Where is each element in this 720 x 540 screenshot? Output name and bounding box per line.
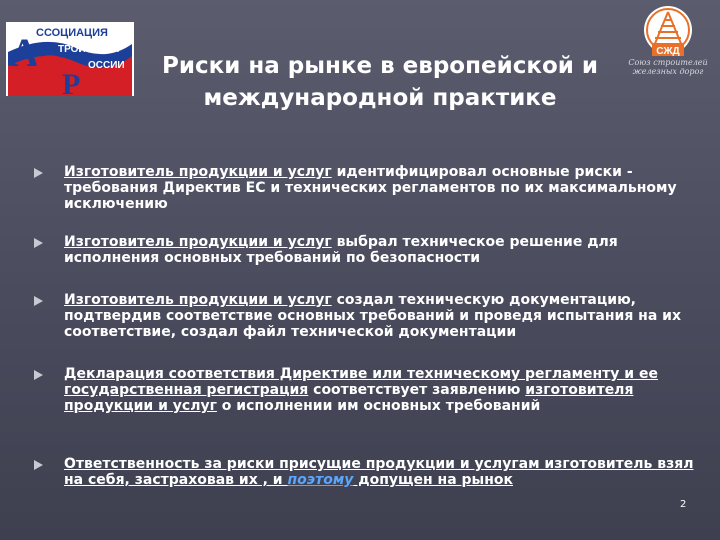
slide-title xyxy=(130,50,630,114)
bullet-arrow-icon xyxy=(34,238,43,248)
asr-line-2: ТРОИТЕЛЕЙ xyxy=(58,44,120,55)
szhd-caption-line2: железных дорог xyxy=(632,67,704,76)
bullet-body: создал техническую документацию, подтвердив соответствие основных требований и проведя испытания на их соответствие, создал файл технической документации xyxy=(64,292,682,340)
bullet-body: выбрал техническое решение для исполнения основных требований по безопасности xyxy=(64,234,618,266)
bullet-body: соответствует заявлению xyxy=(308,382,526,398)
page-number: 2 xyxy=(680,499,687,510)
asr-logo xyxy=(6,22,134,96)
bullet-subject: Изготовитель продукции и услуг xyxy=(64,292,332,308)
asr-letter-r: Р xyxy=(62,68,81,96)
bullet-subject: Изготовитель продукции и услуг xyxy=(64,234,332,250)
bullet-subject: Изготовитель продукции и услуг xyxy=(64,164,332,180)
szhd-emblem-letters: СЖД xyxy=(656,46,680,57)
asr-letter-c: С xyxy=(34,46,63,91)
bullet-subject: Декларация соответствия Директиве или техническому регламенту и ее государственная регистрация xyxy=(64,366,658,398)
slide-title-line1: Риски на рынке в европейской и xyxy=(161,53,598,79)
bullet-text xyxy=(64,292,694,340)
bullet-subject-end: допущен на рынок xyxy=(353,472,513,488)
asr-line-1: ССОЦИАЦИЯ xyxy=(36,27,108,39)
bullet-text xyxy=(64,456,694,488)
bullet-subject: Ответственность за риски присущие продукции и услугам изготовитель взял на себя, застраховав их , и xyxy=(64,456,694,488)
asr-letter-a: А xyxy=(10,30,39,75)
bullet-text xyxy=(64,164,694,212)
bullet-arrow-icon xyxy=(34,460,43,470)
bullet-body: идентифицировал основные риски - требования Директив ЕС и технических регламентов по их максимальному исключению xyxy=(64,164,677,212)
bullet-arrow-icon xyxy=(34,370,43,380)
poetomu-link[interactable]: поэтому xyxy=(287,472,354,488)
szhd-caption-line1: Союз строителей xyxy=(628,58,708,67)
asr-line-3: ОССИИ xyxy=(88,60,125,71)
bullet-text xyxy=(64,234,694,266)
bullet-arrow-icon xyxy=(34,296,43,306)
slide-title-line2: международной практике xyxy=(203,85,557,111)
bullet-body-2: о исполнении им основных требований xyxy=(216,398,541,414)
bullet-subject-2: изготовителя продукции и услуг xyxy=(64,382,634,414)
bullet-arrow-icon xyxy=(34,168,43,178)
szhd-logo-caption xyxy=(622,58,714,76)
bullet-text xyxy=(64,366,694,414)
